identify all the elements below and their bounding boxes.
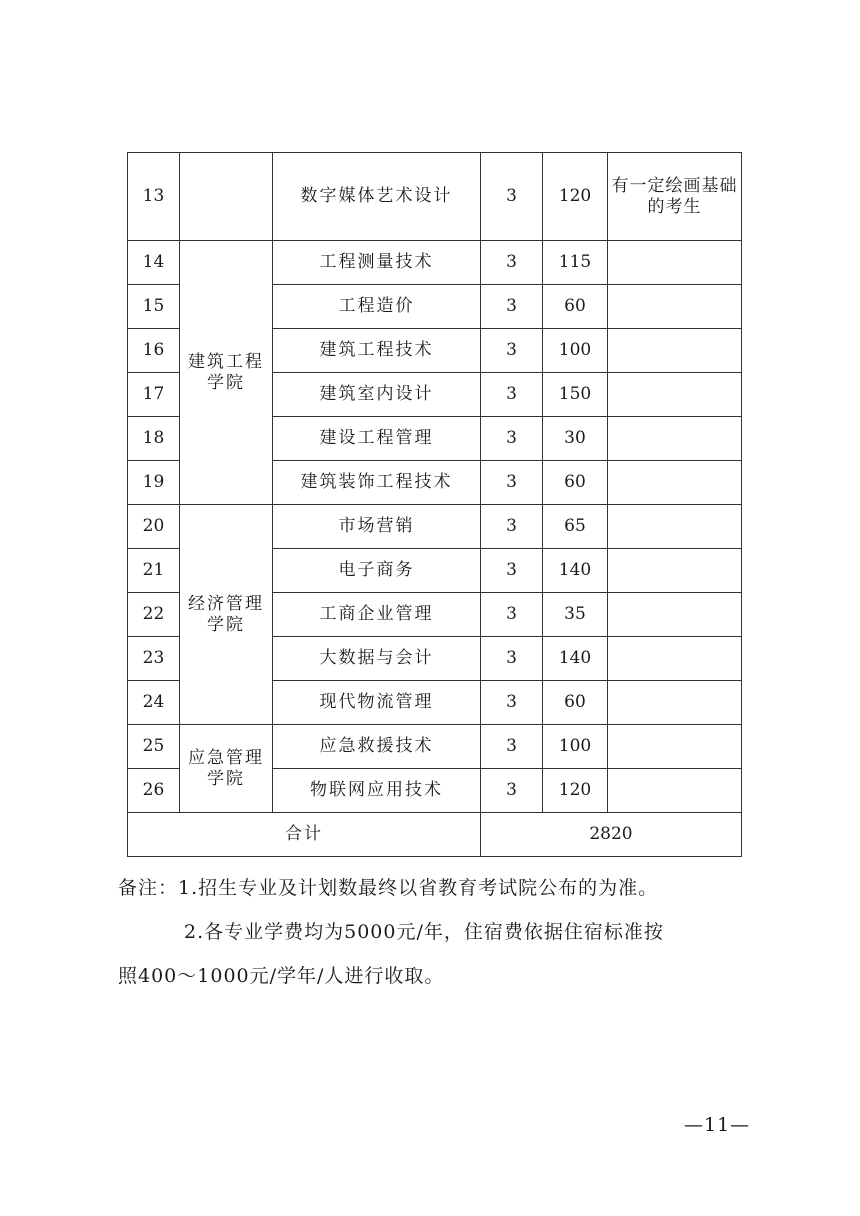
remark-line-3: 照400～1000元/学年/人进行收取。 (118, 965, 445, 987)
study-years: 3 (481, 153, 543, 241)
remark-cell: 有一定绘画基础的考生 (608, 153, 742, 241)
college-name: 应急管理学院 (180, 725, 273, 813)
major-name: 建筑工程技术 (273, 329, 481, 373)
remark-cell (608, 549, 742, 593)
row-number: 23 (128, 637, 180, 681)
row-number: 13 (128, 153, 180, 241)
study-years: 3 (481, 593, 543, 637)
remark-line-1: 备注：1.招生专业及计划数最终以省教育考试院公布的为准。 (118, 877, 659, 899)
row-number: 16 (128, 329, 180, 373)
major-name: 建筑室内设计 (273, 373, 481, 417)
total-row (128, 813, 742, 857)
major-name: 建设工程管理 (273, 417, 481, 461)
enrollment-quota: 150 (543, 373, 608, 417)
enrollment-plan-table (127, 152, 742, 857)
enrollment-quota: 100 (543, 329, 608, 373)
row-number: 20 (128, 505, 180, 549)
row-number: 17 (128, 373, 180, 417)
row-number: 15 (128, 285, 180, 329)
major-name: 建筑装饰工程技术 (273, 461, 481, 505)
major-name: 工程测量技术 (273, 241, 481, 285)
study-years: 3 (481, 373, 543, 417)
remark-cell (608, 725, 742, 769)
table-row (128, 153, 742, 241)
study-years: 3 (481, 505, 543, 549)
major-name: 电子商务 (273, 549, 481, 593)
study-years: 3 (481, 241, 543, 285)
major-name: 市场营销 (273, 505, 481, 549)
row-number: 18 (128, 417, 180, 461)
remark-cell (608, 505, 742, 549)
remarks (118, 866, 758, 998)
remark-cell (608, 241, 742, 285)
page-number: —11— (684, 1114, 751, 1136)
remark-cell (608, 681, 742, 725)
college-name: 经济管理学院 (180, 505, 273, 725)
remark-cell (608, 461, 742, 505)
row-number: 22 (128, 593, 180, 637)
row-number: 25 (128, 725, 180, 769)
enrollment-quota: 60 (543, 285, 608, 329)
study-years: 3 (481, 549, 543, 593)
remark-cell (608, 769, 742, 813)
major-name: 数字媒体艺术设计 (273, 153, 481, 241)
enrollment-quota: 100 (543, 725, 608, 769)
row-number: 19 (128, 461, 180, 505)
study-years: 3 (481, 637, 543, 681)
remark-cell (608, 593, 742, 637)
enrollment-quota: 140 (543, 549, 608, 593)
study-years: 3 (481, 417, 543, 461)
major-name: 物联网应用技术 (273, 769, 481, 813)
enrollment-quota: 120 (543, 153, 608, 241)
remark-cell (608, 329, 742, 373)
college-name: 建筑工程学院 (180, 241, 273, 505)
remark-cell (608, 417, 742, 461)
total-label: 合计 (128, 813, 481, 857)
row-number: 21 (128, 549, 180, 593)
major-name: 工程造价 (273, 285, 481, 329)
study-years: 3 (481, 725, 543, 769)
enrollment-quota: 60 (543, 461, 608, 505)
major-name: 应急救援技术 (273, 725, 481, 769)
study-years: 3 (481, 285, 543, 329)
enrollment-quota: 140 (543, 637, 608, 681)
row-number: 14 (128, 241, 180, 285)
study-years: 3 (481, 681, 543, 725)
table-row (128, 505, 742, 549)
row-number: 24 (128, 681, 180, 725)
major-name: 工商企业管理 (273, 593, 481, 637)
remark-cell (608, 285, 742, 329)
table-row (128, 241, 742, 285)
study-years: 3 (481, 461, 543, 505)
study-years: 3 (481, 769, 543, 813)
remark-cell (608, 637, 742, 681)
total-value: 2820 (481, 813, 742, 857)
table-row (128, 725, 742, 769)
major-name: 大数据与会计 (273, 637, 481, 681)
remark-cell (608, 373, 742, 417)
row-number: 26 (128, 769, 180, 813)
study-years: 3 (481, 329, 543, 373)
enrollment-quota: 120 (543, 769, 608, 813)
remark-line-2: 2.各专业学费均为5000元/年，住宿费依据住宿标准按 (184, 921, 664, 943)
major-name: 现代物流管理 (273, 681, 481, 725)
enrollment-quota: 35 (543, 593, 608, 637)
enrollment-quota: 60 (543, 681, 608, 725)
enrollment-quota: 115 (543, 241, 608, 285)
enrollment-quota: 65 (543, 505, 608, 549)
college-name (180, 153, 273, 241)
enrollment-quota: 30 (543, 417, 608, 461)
